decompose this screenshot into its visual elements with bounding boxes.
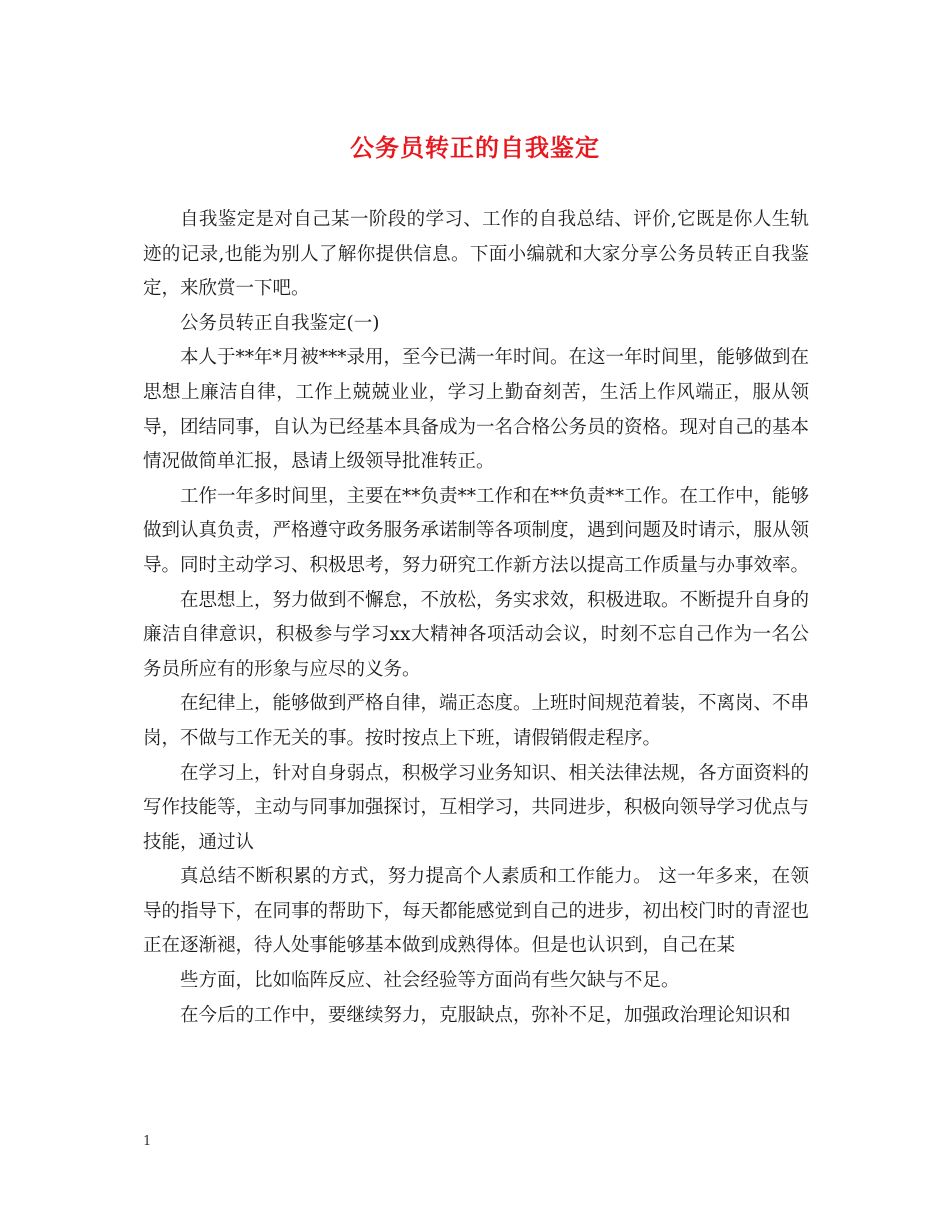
page-number: 1	[143, 1134, 152, 1149]
paragraph: 真总结不断积累的方式，努力提高个人素质和工作能力。 这一年多来，在领导的指导下，在同事的帮助下，每天都能感觉到自己的进步，初出校门时的青涩也正在逐渐褪，待人处事能够基本做到成熟得体。但是也认识到，自己在某	[143, 866, 810, 957]
section-heading: 公务员转正自我鉴定(一)	[180, 312, 380, 334]
paragraph: 在今后的工作中，要继续努力，克服缺点，弥补不足，加强政治理论知识和	[180, 1004, 791, 1026]
paragraph-intro: 自我鉴定是对自己某一阶段的学习、工作的自我总结、评价,它既是你人生轨迹的记录,也能为别人了解你提供信息。下面小编就和大家分享公务员转正自我鉴定，来欣赏一下吧。	[143, 209, 809, 300]
paragraph: 工作一年多时间里，主要在**负责**工作和在**负责**工作。在工作中，能够做到认真负责，严格遵守政务服务承诺制等各项制度，遇到问题及时请示，服从领导。同时主动学习、积极思考，努力研究工作新方法以提高工作质量与办事效率。	[143, 485, 810, 576]
paragraph: 在学习上，针对自身弱点，积极学习业务知识、相关法律法规，各方面资料的写作技能等，主动与同事加强探讨，互相学习，共同进步，积极向领导学习优点与技能，通过认	[143, 762, 810, 853]
paragraph: 在纪律上，能够做到严格自律，端正态度。上班时间规范着装，不离岗、不串岗，不做与工作无关的事。按时按点上下班，请假销假走程序。	[143, 693, 810, 749]
document-title: 公务员转正的自我鉴定	[350, 133, 600, 162]
paragraph: 本人于**年*月被***录用，至今已满一年时间。在这一年时间里，能够做到在思想上廉洁自律，工作上兢兢业业，学习上勤奋刻苦，生活上作风端正，服从领导，团结同事，自认为已经基本具备成为一名合格公务员的资格。现对自己的基本情况做简单汇报，恳请上级领导批准转正。	[143, 347, 810, 473]
document-body	[143, 203, 809, 1033]
paragraph: 些方面，比如临阵反应、社会经验等方面尚有些欠缺与不足。	[180, 970, 680, 992]
paragraph: 在思想上，努力做到不懈怠，不放松，务实求效，积极进取。不断提升自身的廉洁自律意识，积极参与学习xx大精神各项活动会议，时刻不忘自己作为一名公务员所应有的形象与应尽的义务。	[143, 589, 810, 680]
